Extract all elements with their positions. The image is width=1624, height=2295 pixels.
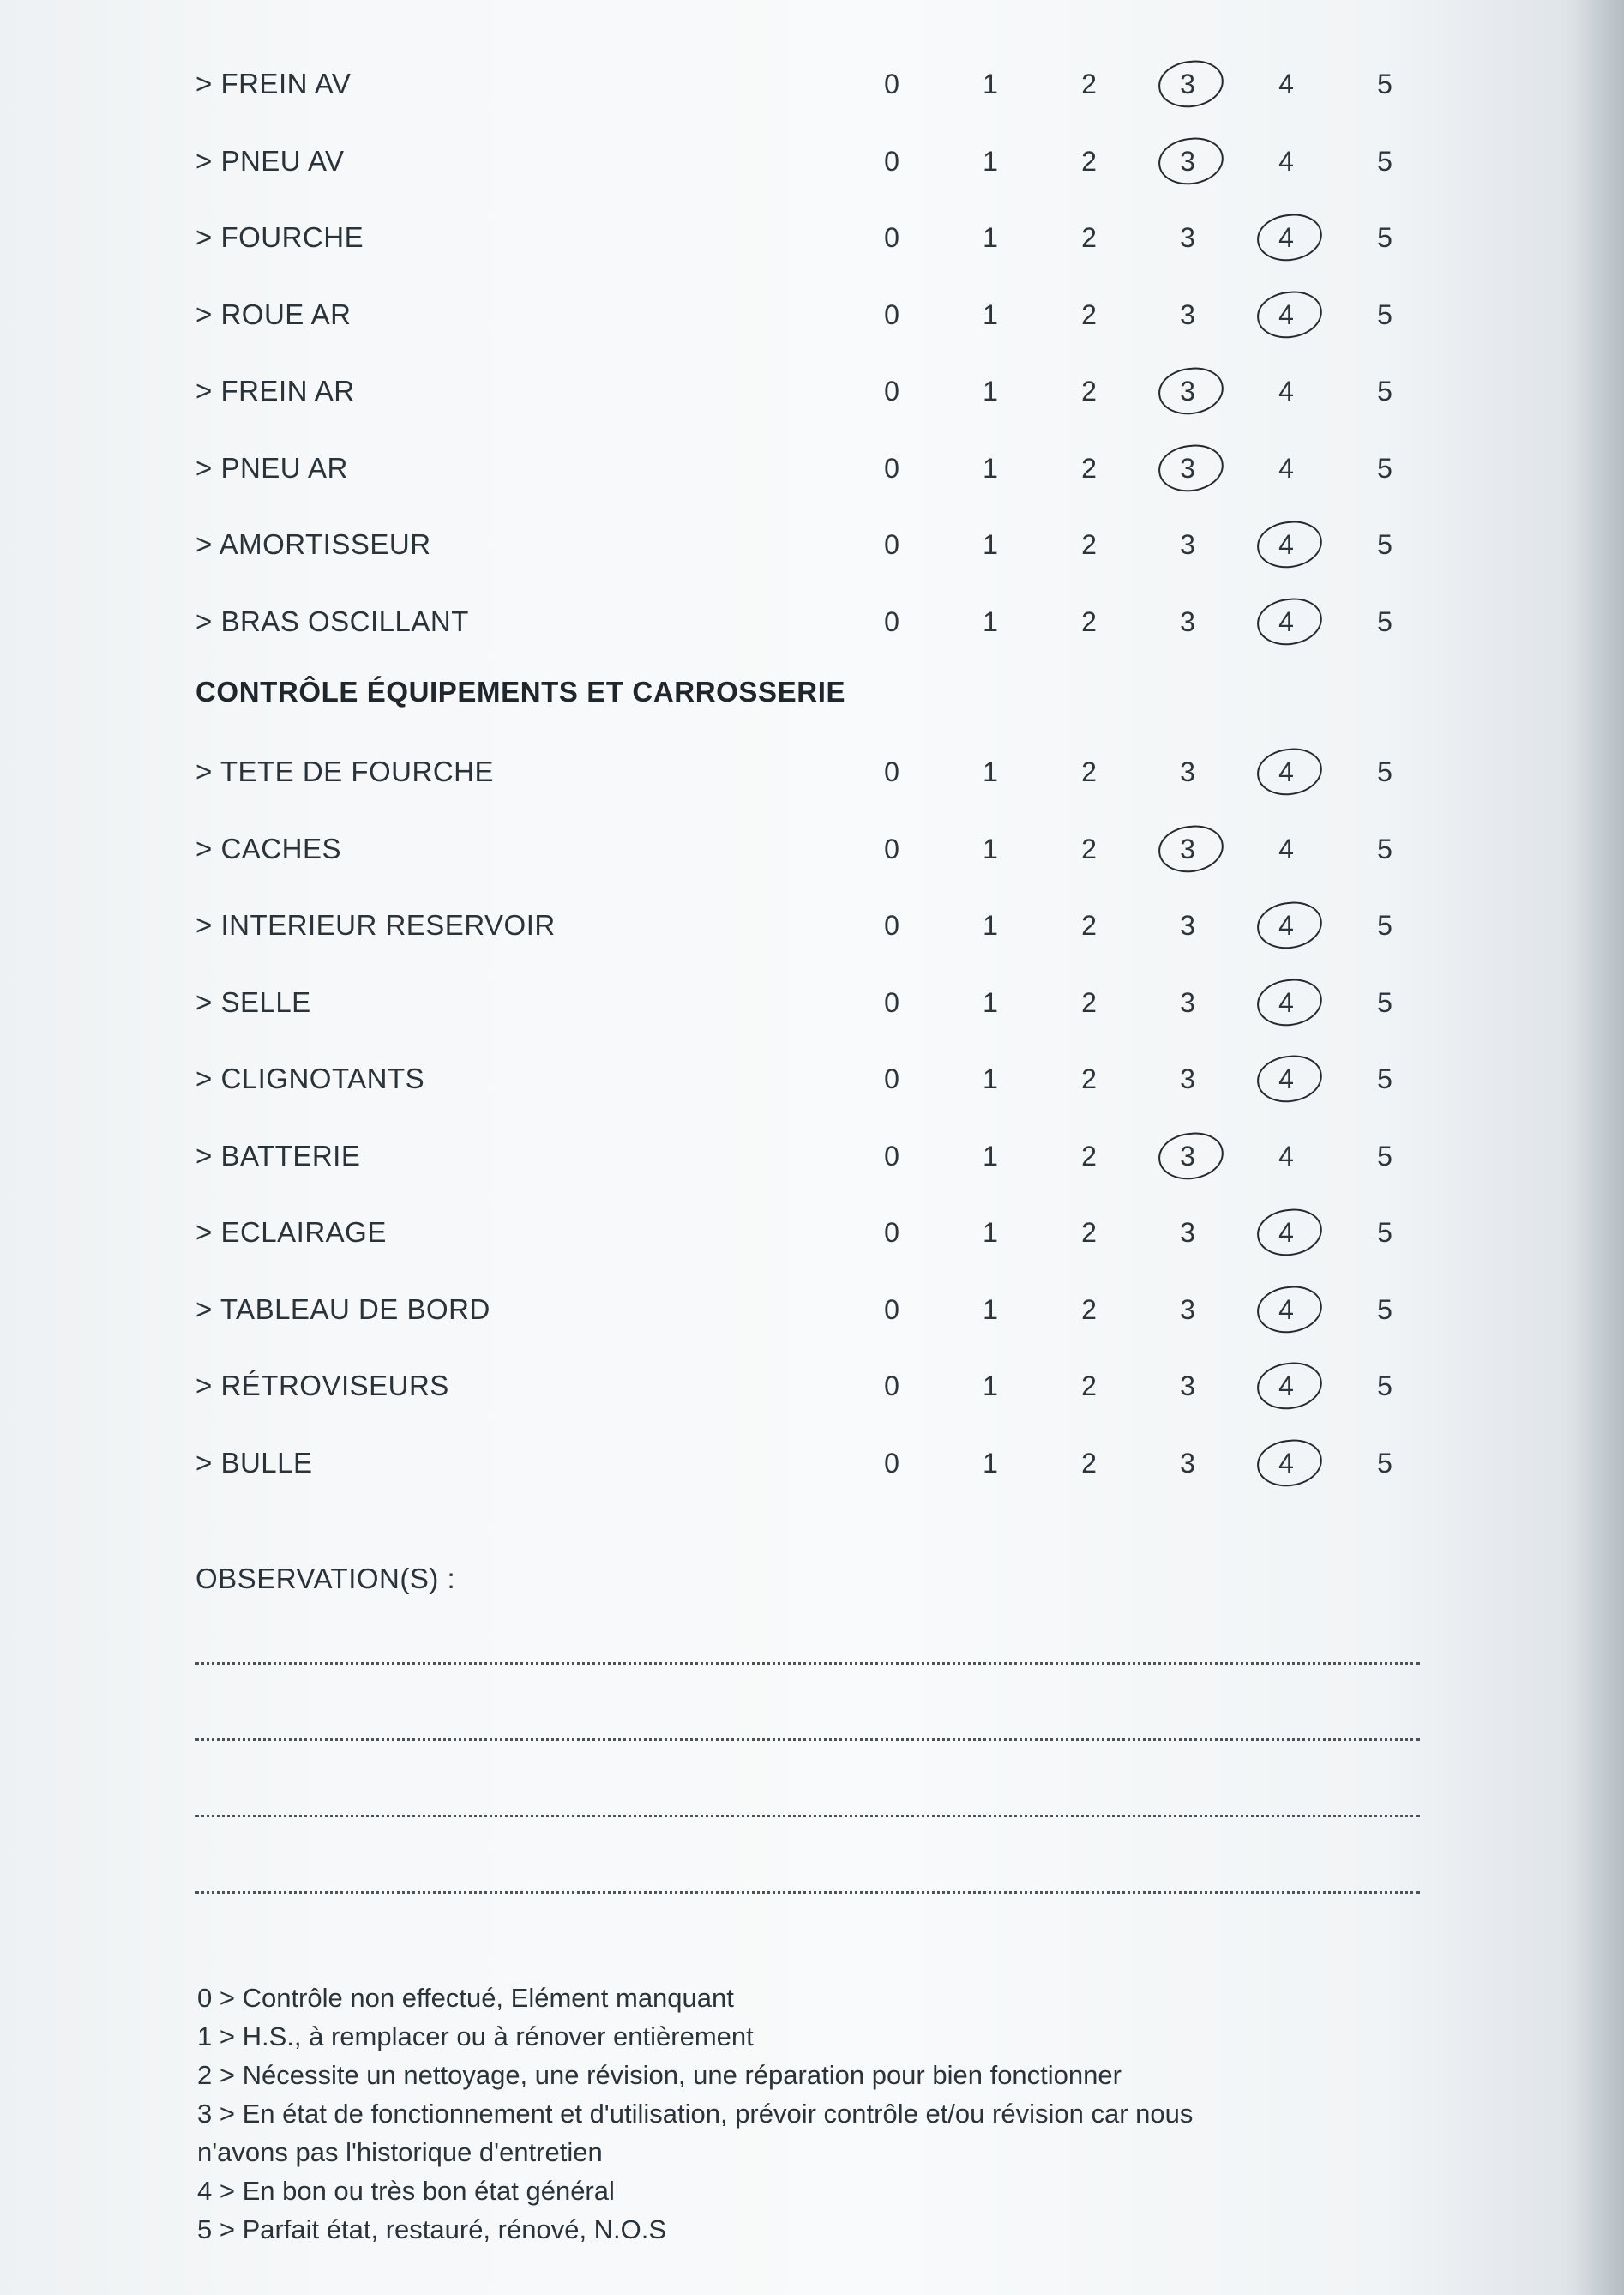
rating-option-value: 0 — [884, 1370, 899, 1401]
rating-option-5[interactable] — [1368, 605, 1402, 639]
rating-option-value: 5 — [1377, 1447, 1392, 1479]
rating-option-value: 0 — [884, 910, 899, 941]
rating-option-2[interactable] — [1072, 527, 1106, 562]
rating-option-value: 3 — [1180, 376, 1195, 407]
rating-option-value: 2 — [1081, 910, 1097, 941]
rating-option-2[interactable] — [1072, 1139, 1106, 1173]
rating-row-label: > CLIGNOTANTS — [195, 1063, 425, 1094]
rating-option-5[interactable] — [1368, 1369, 1402, 1403]
rating-row-label: > AMORTISSEUR — [195, 528, 431, 560]
rating-option-value: 3 — [1180, 1063, 1195, 1094]
rating-option-1[interactable] — [973, 1369, 1007, 1403]
rating-option-value: 3 — [1180, 910, 1195, 941]
rating-option-3[interactable] — [1170, 755, 1205, 789]
rating-option-value: 3 — [1180, 833, 1195, 864]
rating-option-value: 3 — [1180, 1217, 1195, 1248]
rating-option-0[interactable] — [875, 1139, 909, 1173]
rating-option-value: 4 — [1278, 452, 1294, 484]
rating-option-2[interactable] — [1072, 451, 1106, 485]
rating-option-1[interactable] — [973, 144, 1007, 178]
rating-option-value: 2 — [1081, 222, 1097, 253]
rating-option-value: 3 — [1180, 222, 1195, 253]
rating-option-value: 2 — [1081, 605, 1097, 637]
rating-option-3[interactable] — [1170, 144, 1205, 178]
legend-item-1: 1 > H.S., à remplacer ou à rénover entièrement — [197, 2021, 754, 2051]
rating-option-value: 3 — [1180, 1293, 1195, 1325]
rating-option-1[interactable] — [973, 832, 1007, 866]
rating-option-3[interactable] — [1170, 1215, 1205, 1250]
rating-option-value: 3 — [1180, 298, 1195, 330]
rating-option-value: 3 — [1180, 1370, 1195, 1401]
rating-row — [0, 298, 1624, 366]
rating-option-1[interactable] — [973, 527, 1007, 562]
rating-option-5[interactable] — [1368, 1139, 1402, 1173]
rating-option-5[interactable] — [1368, 755, 1402, 789]
rating-option-5[interactable] — [1368, 908, 1402, 943]
rating-option-value: 5 — [1377, 1063, 1392, 1094]
rating-option-3[interactable] — [1170, 374, 1205, 408]
rating-option-0[interactable] — [875, 832, 909, 866]
rating-row — [0, 755, 1624, 823]
rating-option-value: 1 — [983, 833, 998, 864]
rating-option-value: 1 — [983, 605, 998, 637]
rating-option-5[interactable] — [1368, 832, 1402, 866]
rating-row-label: > FREIN AV — [195, 68, 352, 99]
rating-option-5[interactable] — [1368, 220, 1402, 255]
rating-option-3[interactable] — [1170, 832, 1205, 866]
rating-option-5[interactable] — [1368, 1292, 1402, 1327]
legend-item-0: 0 > Contrôle non effectué, Elément manquant — [197, 1983, 734, 2013]
rating-option-2[interactable] — [1072, 1446, 1106, 1480]
legend-item-4: 4 > En bon ou très bon état général — [197, 2176, 615, 2206]
rating-option-value: 4 — [1278, 605, 1294, 637]
legend-item-3-continued: n'avons pas l'historique d'entretien — [197, 2137, 603, 2167]
rating-option-4[interactable] — [1269, 144, 1303, 178]
rating-option-value: 4 — [1278, 910, 1294, 941]
rating-option-value: 2 — [1081, 1140, 1097, 1172]
rating-option-value: 0 — [884, 376, 899, 407]
rating-option-5[interactable] — [1368, 374, 1402, 408]
rating-option-value: 2 — [1081, 756, 1097, 787]
rating-option-4[interactable] — [1269, 451, 1303, 485]
rating-row-label: > CACHES — [195, 832, 341, 864]
rating-option-value: 2 — [1081, 529, 1097, 560]
rating-row — [0, 67, 1624, 136]
rating-option-value: 5 — [1377, 605, 1392, 637]
rating-option-value: 4 — [1278, 376, 1294, 407]
rating-option-value: 4 — [1278, 69, 1294, 99]
rating-row-label: > PNEU AR — [195, 451, 348, 484]
rating-row — [0, 527, 1624, 596]
rating-option-value: 2 — [1081, 298, 1097, 330]
rating-option-1[interactable] — [973, 908, 1007, 943]
rating-option-1[interactable] — [973, 1139, 1007, 1173]
rating-row — [0, 985, 1624, 1054]
observation-line-3[interactable] — [195, 1815, 1420, 1817]
rating-option-value: 5 — [1377, 69, 1392, 99]
rating-option-0[interactable] — [875, 67, 909, 101]
rating-option-2[interactable] — [1072, 374, 1106, 408]
rating-option-1[interactable] — [973, 985, 1007, 1020]
rating-option-0[interactable] — [875, 144, 909, 178]
rating-option-2[interactable] — [1072, 1215, 1106, 1250]
rating-row-label: > INTERIEUR RESERVOIR — [195, 909, 556, 941]
rating-row — [0, 451, 1624, 520]
rating-option-2[interactable] — [1072, 1292, 1106, 1327]
rating-option-4[interactable] — [1269, 1446, 1303, 1480]
rating-option-value: 1 — [983, 1293, 998, 1325]
rating-option-value: 5 — [1377, 376, 1392, 407]
rating-option-2[interactable] — [1072, 144, 1106, 178]
rating-row — [0, 1139, 1624, 1208]
rating-option-3[interactable] — [1170, 1062, 1205, 1096]
rating-option-value: 2 — [1081, 986, 1097, 1018]
rating-option-value: 2 — [1081, 376, 1097, 407]
rating-option-5[interactable] — [1368, 1062, 1402, 1096]
rating-option-3[interactable] — [1170, 908, 1205, 943]
rating-option-value: 1 — [983, 756, 998, 787]
rating-option-0[interactable] — [875, 985, 909, 1020]
rating-option-3[interactable] — [1170, 298, 1205, 332]
rating-option-4[interactable] — [1269, 908, 1303, 943]
rating-option-value: 5 — [1377, 145, 1392, 177]
rating-option-0[interactable] — [875, 451, 909, 485]
rating-option-value: 0 — [884, 833, 899, 864]
rating-option-2[interactable] — [1072, 908, 1106, 943]
rating-option-value: 0 — [884, 222, 899, 253]
rating-option-3[interactable] — [1170, 985, 1205, 1020]
rating-option-4[interactable] — [1269, 1139, 1303, 1173]
rating-option-value: 4 — [1278, 1293, 1294, 1325]
rating-option-value: 4 — [1278, 1140, 1294, 1172]
rating-option-value: 5 — [1377, 529, 1392, 560]
rating-option-value: 4 — [1278, 145, 1294, 177]
rating-row — [0, 1292, 1624, 1361]
rating-row — [0, 1369, 1624, 1437]
rating-option-value: 3 — [1180, 986, 1195, 1018]
rating-option-4[interactable] — [1269, 298, 1303, 332]
rating-option-value: 3 — [1180, 756, 1195, 787]
rating-option-value: 2 — [1081, 452, 1097, 484]
rating-option-5[interactable] — [1368, 144, 1402, 178]
rating-option-value: 1 — [983, 986, 998, 1018]
rating-row — [0, 1446, 1624, 1515]
rating-option-value: 5 — [1377, 452, 1392, 484]
rating-option-value: 5 — [1377, 910, 1392, 941]
rating-option-value: 2 — [1081, 145, 1097, 177]
rating-option-value: 3 — [1180, 1140, 1195, 1172]
rating-row-label: > BULLE — [195, 1446, 313, 1479]
rating-option-value: 4 — [1278, 986, 1294, 1018]
rating-option-2[interactable] — [1072, 1369, 1106, 1403]
rating-option-value: 5 — [1377, 222, 1392, 253]
rating-option-value: 3 — [1180, 145, 1195, 177]
rating-option-0[interactable] — [875, 1369, 909, 1403]
rating-option-value: 4 — [1278, 298, 1294, 330]
rating-option-2[interactable] — [1072, 1062, 1106, 1096]
rating-option-4[interactable] — [1269, 1369, 1303, 1403]
rating-option-3[interactable] — [1170, 451, 1205, 485]
rating-option-value: 0 — [884, 605, 899, 637]
rating-option-0[interactable] — [875, 527, 909, 562]
rating-option-value: 3 — [1180, 1447, 1195, 1479]
observation-line-4[interactable] — [195, 1891, 1420, 1894]
rating-option-4[interactable] — [1269, 1215, 1303, 1250]
rating-option-3[interactable] — [1170, 1369, 1205, 1403]
rating-option-value: 3 — [1180, 69, 1195, 99]
rating-option-2[interactable] — [1072, 985, 1106, 1020]
rating-option-value: 1 — [983, 376, 998, 407]
rating-option-0[interactable] — [875, 1446, 909, 1480]
equipment-bodywork-section-title: CONTRÔLE ÉQUIPEMENTS ET CARROSSERIE — [195, 676, 846, 708]
rating-row — [0, 374, 1624, 443]
rating-option-value: 0 — [884, 1217, 899, 1248]
rating-row — [0, 220, 1624, 289]
rating-option-1[interactable] — [973, 1446, 1007, 1480]
rating-option-2[interactable] — [1072, 605, 1106, 639]
rating-row-label: > FREIN AR — [195, 375, 355, 407]
rating-option-3[interactable] — [1170, 1446, 1205, 1480]
rating-option-4[interactable] — [1269, 605, 1303, 639]
rating-option-value: 2 — [1081, 833, 1097, 864]
rating-option-0[interactable] — [875, 908, 909, 943]
rating-option-value: 0 — [884, 452, 899, 484]
rating-option-5[interactable] — [1368, 67, 1402, 101]
rating-option-value: 1 — [983, 1217, 998, 1248]
rating-option-4[interactable] — [1269, 832, 1303, 866]
rating-option-4[interactable] — [1269, 985, 1303, 1020]
rating-option-value: 1 — [983, 529, 998, 560]
rating-option-value: 5 — [1377, 1293, 1392, 1325]
rating-option-value: 1 — [983, 1370, 998, 1401]
rating-option-value: 1 — [983, 69, 998, 99]
observations-label: OBSERVATION(S) : — [195, 1563, 456, 1594]
rating-row-label: > PNEU AV — [195, 144, 345, 177]
rating-option-5[interactable] — [1368, 1215, 1402, 1250]
rating-option-value: 0 — [884, 298, 899, 330]
rating-option-value: 2 — [1081, 1217, 1097, 1248]
rating-option-value: 4 — [1278, 529, 1294, 560]
rating-row — [0, 605, 1624, 673]
rating-option-4[interactable] — [1269, 527, 1303, 562]
rating-option-value: 1 — [983, 222, 998, 253]
rating-option-2[interactable] — [1072, 832, 1106, 866]
rating-row — [0, 908, 1624, 977]
rating-option-value: 5 — [1377, 1140, 1392, 1172]
rating-option-4[interactable] — [1269, 374, 1303, 408]
rating-option-4[interactable] — [1269, 1292, 1303, 1327]
rating-option-value: 2 — [1081, 1063, 1097, 1094]
rating-row-label: > FOURCHE — [195, 221, 364, 253]
rating-option-value: 1 — [983, 1447, 998, 1479]
rating-option-0[interactable] — [875, 220, 909, 255]
rating-option-1[interactable] — [973, 451, 1007, 485]
rating-option-4[interactable] — [1269, 67, 1303, 101]
rating-option-1[interactable] — [973, 374, 1007, 408]
rating-row — [0, 1062, 1624, 1130]
rating-option-value: 3 — [1180, 605, 1195, 637]
rating-option-value: 2 — [1081, 1447, 1097, 1479]
rating-option-5[interactable] — [1368, 1446, 1402, 1480]
rating-option-5[interactable] — [1368, 985, 1402, 1020]
rating-option-value: 4 — [1278, 1217, 1294, 1248]
rating-option-3[interactable] — [1170, 1139, 1205, 1173]
rating-row — [0, 832, 1624, 901]
rating-option-value: 5 — [1377, 1370, 1392, 1401]
rating-option-value: 1 — [983, 1140, 998, 1172]
observation-line-2[interactable] — [195, 1738, 1420, 1741]
rating-option-0[interactable] — [875, 298, 909, 332]
rating-option-1[interactable] — [973, 755, 1007, 789]
rating-option-0[interactable] — [875, 374, 909, 408]
rating-option-2[interactable] — [1072, 67, 1106, 101]
rating-option-value: 0 — [884, 529, 899, 560]
rating-option-value: 5 — [1377, 298, 1392, 330]
rating-option-value: 1 — [983, 452, 998, 484]
rating-row-label: > BRAS OSCILLANT — [195, 605, 469, 637]
rating-option-1[interactable] — [973, 605, 1007, 639]
rating-option-5[interactable] — [1368, 451, 1402, 485]
rating-option-value: 2 — [1081, 1370, 1097, 1401]
rating-option-0[interactable] — [875, 1215, 909, 1250]
rating-row-label: > SELLE — [195, 985, 311, 1018]
rating-option-value: 5 — [1377, 833, 1392, 864]
rating-option-value: 4 — [1278, 1063, 1294, 1094]
rating-option-5[interactable] — [1368, 527, 1402, 562]
rating-option-value: 1 — [983, 910, 998, 941]
rating-option-3[interactable] — [1170, 67, 1205, 101]
rating-row-label: > TETE DE FOURCHE — [195, 756, 495, 787]
rating-option-value: 0 — [884, 1063, 899, 1094]
rating-option-value: 5 — [1377, 1217, 1392, 1248]
rating-option-value: 4 — [1278, 756, 1294, 787]
rating-option-1[interactable] — [973, 1062, 1007, 1096]
rating-option-value: 0 — [884, 1447, 899, 1479]
rating-row-label: > RÉTROVISEURS — [195, 1370, 449, 1401]
legend-item-2: 2 > Nécessite un nettoyage, une révision, une réparation pour bien fonctionner — [197, 2060, 1122, 2090]
rating-option-3[interactable] — [1170, 220, 1205, 255]
rating-option-4[interactable] — [1269, 220, 1303, 255]
rating-option-value: 4 — [1278, 222, 1294, 253]
rating-row — [0, 1215, 1624, 1284]
rating-option-3[interactable] — [1170, 1292, 1205, 1327]
rating-option-value: 0 — [884, 756, 899, 787]
rating-option-0[interactable] — [875, 1062, 909, 1096]
rating-option-2[interactable] — [1072, 220, 1106, 255]
rating-option-value: 3 — [1180, 452, 1195, 484]
rating-row-label: > BATTERIE — [195, 1139, 361, 1172]
rating-row — [0, 144, 1624, 213]
rating-option-1[interactable] — [973, 298, 1007, 332]
rating-option-value: 3 — [1180, 529, 1195, 560]
rating-option-value: 4 — [1278, 833, 1294, 864]
rating-option-value: 2 — [1081, 69, 1097, 99]
rating-option-1[interactable] — [973, 67, 1007, 101]
rating-option-value: 1 — [983, 1063, 998, 1094]
rating-legend — [197, 1979, 1432, 2249]
rating-option-2[interactable] — [1072, 298, 1106, 332]
rating-option-value: 5 — [1377, 986, 1392, 1018]
rating-option-4[interactable] — [1269, 755, 1303, 789]
rating-option-1[interactable] — [973, 220, 1007, 255]
rating-option-0[interactable] — [875, 605, 909, 639]
rating-option-value: 0 — [884, 1140, 899, 1172]
rating-option-3[interactable] — [1170, 527, 1205, 562]
rating-option-value: 5 — [1377, 756, 1392, 787]
rating-option-0[interactable] — [875, 755, 909, 789]
rating-row-label: > TABLEAU DE BORD — [195, 1292, 490, 1325]
rating-option-value: 1 — [983, 145, 998, 177]
rating-option-value: 0 — [884, 986, 899, 1018]
rating-option-5[interactable] — [1368, 298, 1402, 332]
rating-option-0[interactable] — [875, 1292, 909, 1327]
rating-option-value: 1 — [983, 298, 998, 330]
rating-option-value: 0 — [884, 69, 899, 99]
rating-option-value: 4 — [1278, 1447, 1294, 1479]
rating-option-3[interactable] — [1170, 605, 1205, 639]
rating-option-4[interactable] — [1269, 1062, 1303, 1096]
rating-option-1[interactable] — [973, 1215, 1007, 1250]
rating-option-1[interactable] — [973, 1292, 1007, 1327]
rating-row-label: > ECLAIRAGE — [195, 1216, 387, 1248]
rating-option-value: 2 — [1081, 1293, 1097, 1325]
legend-item-5: 5 > Parfait état, restauré, rénové, N.O.S — [197, 2214, 667, 2244]
legend-item-3: 3 > En état de fonctionnement et d'utilisation, prévoir contrôle et/ou révision car nous — [197, 2099, 1194, 2129]
rating-row-label: > ROUE AR — [195, 298, 352, 330]
rating-option-value: 0 — [884, 145, 899, 177]
rating-option-2[interactable] — [1072, 755, 1106, 789]
rating-option-value: 4 — [1278, 1370, 1294, 1401]
rating-option-value: 0 — [884, 1293, 899, 1325]
observation-line-1[interactable] — [195, 1662, 1420, 1665]
